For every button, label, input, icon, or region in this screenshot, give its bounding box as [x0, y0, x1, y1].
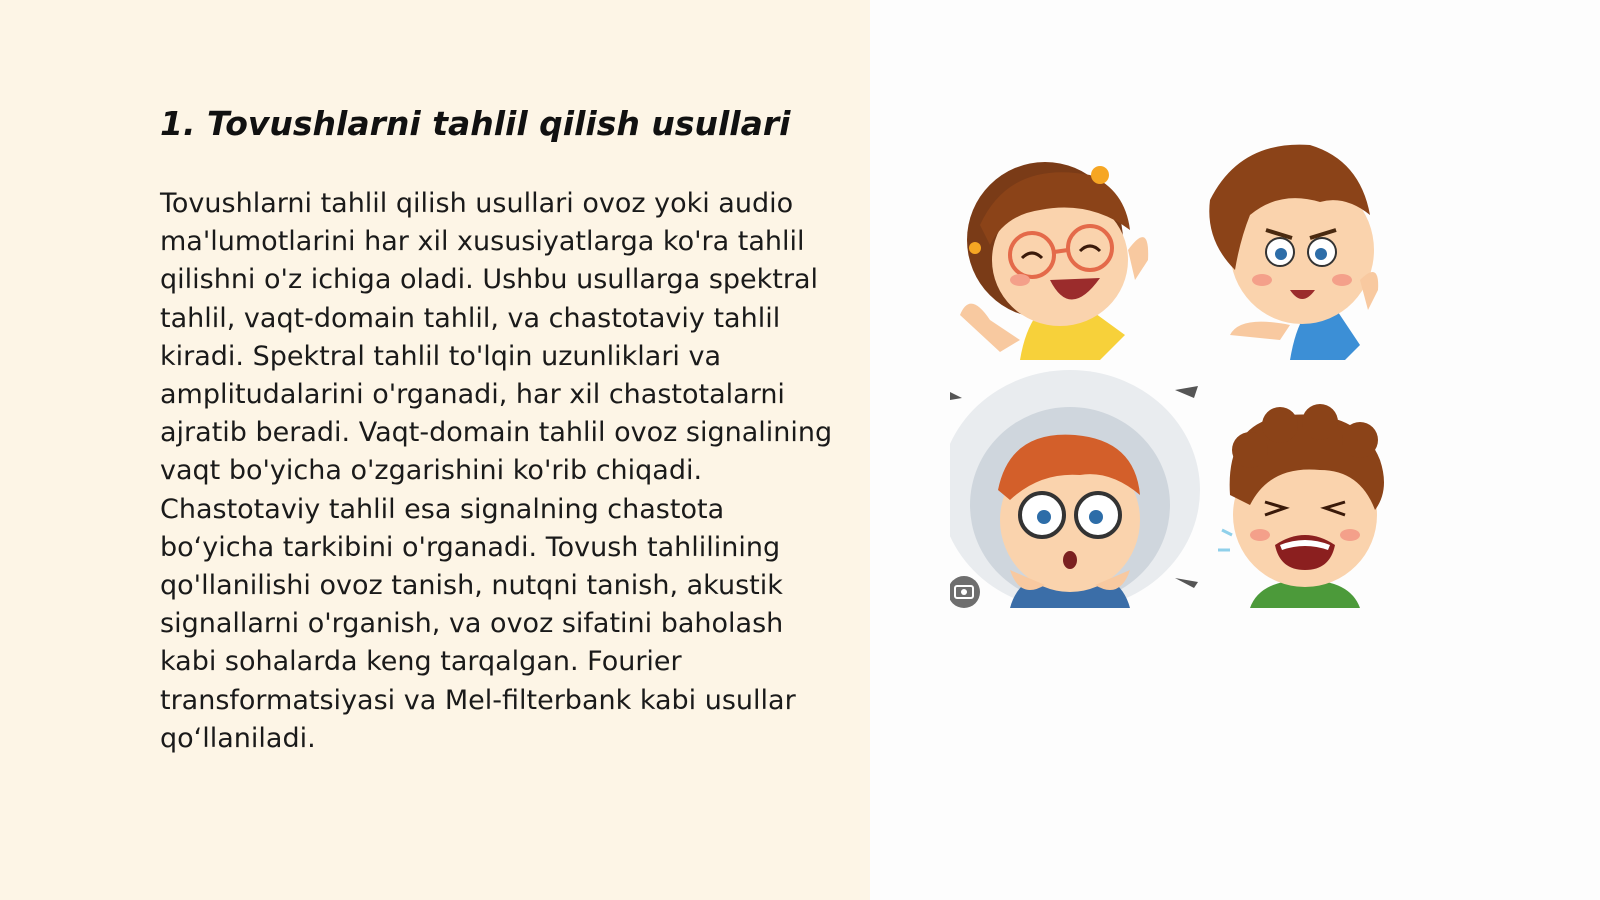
camera-icon	[950, 576, 980, 608]
crying-boy-face	[1218, 404, 1384, 608]
cartoon-kids-image	[950, 130, 1401, 608]
slide-body-text: Tovushlarni tahlil qilish usullari ovoz yoki audio ma'lumotlarini har xil xususiyatlarga ko'ra tahlil qilishni o'z ichiga oladi. Ushbu usullarga spektral tahlil, vaqt-domain tahlil, va chastotaviy tahlil kiradi. Spektral tahlil to'lqin uzunliklari va amplitudalarini o'rganadi, har xil chastotalarni ajratib beradi. Vaqt-domain tahlil ovoz signalining vaqt bo'yicha o'zgarishini ko'rib chiqadi. Chastotaviy tahlil esa signalning chastota bo‘yicha tarkibini o'rganadi. Tovush tahlilining qo'llanilishi ovoz tanish, nutqni tanish, akustik signallarni o'rganish, va ovoz sifatini baholash kabi sohalarda keng tarqalgan. Fourier transformatsiyasi va Mel-filterbank kabi usullar qo‘llaniladi.	[160, 188, 833, 754]
surprised-boy-face	[1209, 145, 1378, 360]
slide-title: 1. Tovushlarni tahlil qilish usullari	[160, 104, 791, 143]
shocked-girl-glasses-face	[950, 370, 1200, 608]
laughing-girl-face	[960, 162, 1148, 360]
